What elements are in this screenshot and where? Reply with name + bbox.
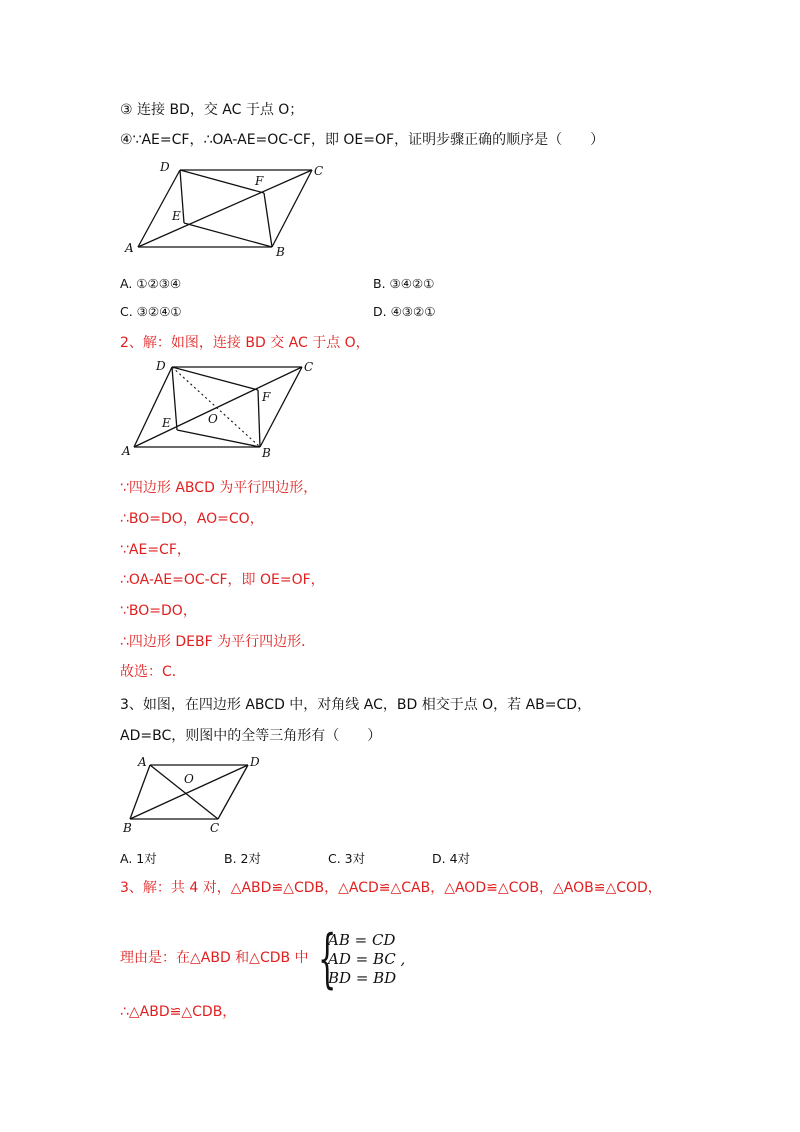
a2-line-3: ∵AE=CF，: [120, 542, 191, 558]
fig1-segment-fb: [264, 193, 272, 247]
fig1-side-bc: [272, 170, 312, 247]
fig1-diagonal-ac: [138, 170, 312, 247]
q1-option-d: D. ④③②①: [373, 304, 436, 319]
a2-line-1: ∵四边形 ABCD 为平行四边形，: [120, 480, 318, 496]
fig3-label-a: A: [138, 755, 147, 769]
fig1-label-e: E: [172, 209, 181, 223]
fig2-label-c: C: [304, 360, 314, 374]
fig1-segment-df: [180, 170, 264, 193]
fig3-side-dc: [218, 765, 248, 819]
fig2-label-b: B: [262, 446, 271, 460]
q3-line-1: 3、如图，在四边形 ABCD 中，对角线 AC，BD 相交于点 O，若 AB=CD，: [120, 697, 592, 713]
figure-1-parallelogram: [120, 160, 340, 260]
fig2-label-e: E: [162, 416, 171, 430]
fig2-side-da: [134, 367, 172, 447]
fig3-label-d: D: [250, 755, 260, 769]
a3-conclusion: ∴△ABD≌△CDB，: [120, 1004, 237, 1020]
fig1-label-b: B: [276, 245, 285, 259]
q1-step4: ④∵AE=CF，∴OA-AE=OC-CF，即 OE=OF，证明步骤正确的顺序是（ ）: [120, 132, 605, 148]
a2-intro: 2、解：如图，连接 BD 交 AC 于点 O，: [120, 335, 370, 351]
q3-option-d: D. 4对: [432, 851, 471, 866]
fig2-segment-df: [172, 367, 258, 390]
q3-option-a: A. 1对: [120, 851, 157, 866]
a3-system-eq-1: AB = CD: [328, 931, 396, 949]
q1-option-a: A. ①②③④: [120, 276, 182, 291]
fig2-side-bc: [260, 367, 302, 447]
fig3-label-b: B: [123, 821, 132, 835]
q1-option-b: B. ③④②①: [373, 276, 435, 291]
q3-line-2: AD=BC，则图中的全等三角形有（ ）: [120, 728, 382, 744]
q1-step3: ③ 连接 BD，交 AC 于点 O；: [120, 102, 304, 118]
fig2-label-f: F: [262, 390, 271, 404]
fig1-label-f: F: [255, 174, 264, 188]
a2-line-5: ∵BO=DO，: [120, 603, 197, 619]
a2-line-4: ∴OA-AE=OC-CF，即 OE=OF，: [120, 572, 325, 588]
fig1-label-d: D: [160, 160, 170, 174]
a2-line-6: ∴四边形 DEBF 为平行四边形．: [120, 634, 316, 650]
q1-option-c: C. ③②④①: [120, 304, 182, 319]
a3-system-eq-2: AD = BC ,: [328, 950, 406, 968]
fig1-label-c: C: [314, 164, 324, 178]
figure-3-parallelogram: [120, 752, 270, 837]
fig2-label-o: O: [208, 412, 218, 426]
fig3-label-c: C: [210, 821, 220, 835]
a3-system-brace: {: [318, 922, 337, 996]
a3-line-1: 3、解：共 4 对，△ABD≌△CDB，△ACD≌△CAB，△AOD≌△COB，△AOB≌△COD，: [120, 880, 662, 896]
a3-system-eq-3: BD = BD: [328, 969, 397, 987]
fig1-segment-eb: [184, 223, 272, 247]
fig2-segment-fb: [258, 390, 260, 447]
a2-line-7: 故选：C．: [120, 664, 186, 680]
fig2-label-a: A: [122, 444, 131, 458]
fig1-label-a: A: [125, 241, 134, 255]
fig2-label-d: D: [156, 359, 166, 373]
fig3-label-o: O: [184, 772, 194, 786]
fig2-segment-eb: [177, 430, 260, 447]
fig2-segment-de: [172, 367, 177, 430]
q3-option-c: C. 3对: [328, 851, 366, 866]
a3-reason: 理由是：在△ABD 和△CDB 中: [120, 950, 309, 966]
figure-2-parallelogram: [120, 357, 330, 462]
q3-option-b: B. 2对: [224, 851, 261, 866]
a2-line-2: ∴BO=DO，AO=CO，: [120, 511, 264, 527]
